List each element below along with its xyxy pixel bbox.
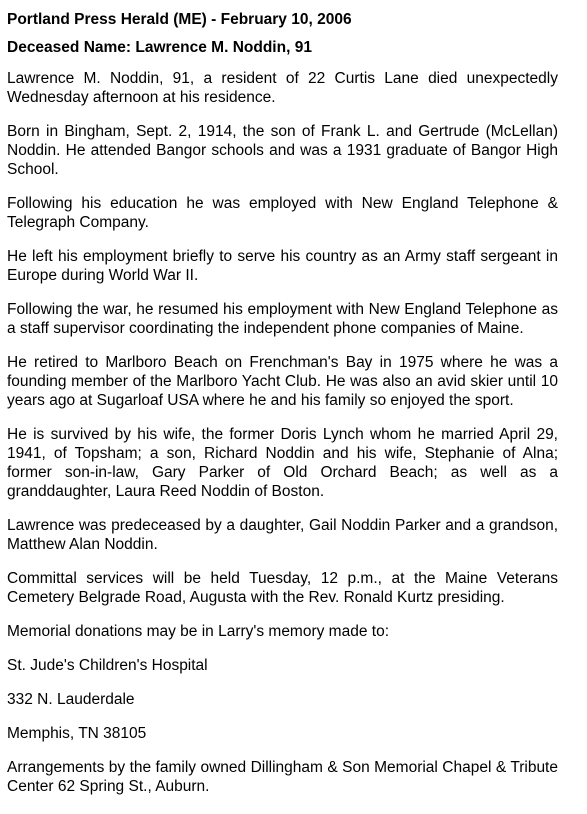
paragraph-residence: Lawrence M. Noddin, 91, a resident of 22 Curtis Lane died unexpectedly Wednesday afternoon at his residence. bbox=[7, 70, 558, 106]
paragraph-birth: Born in Bingham, Sept. 2, 1914, the son of Frank L. and Gertrude (McLellan) Noddin. He attended Bangor schools and was a 1931 graduate of Bangor High School. bbox=[7, 123, 558, 178]
obituary-document bbox=[7, 10, 558, 811]
paragraph-postwar: Following the war, he resumed his employment with New England Telephone as a staff supervisor coordinating the independent phone companies of Maine. bbox=[7, 301, 558, 337]
paragraph-predeceased: Lawrence was predeceased by a daughter, Gail Noddin Parker and a grandson, Matthew Alan Noddin. bbox=[7, 517, 558, 553]
donation-street: 332 N. Lauderdale bbox=[7, 691, 135, 708]
donation-organization: St. Jude's Children's Hospital bbox=[7, 657, 208, 674]
donation-city: Memphis, TN 38105 bbox=[7, 725, 147, 742]
paragraph-military: He left his employment briefly to serve his country as an Army staff sergeant in Europe during World War II. bbox=[7, 248, 558, 284]
source-line: Portland Press Herald (ME) - February 10, 2006 bbox=[7, 11, 352, 28]
paragraph-arrangements: Arrangements by the family owned Dillingham & Son Memorial Chapel & Tribute Center 62 Spring St., Auburn. bbox=[7, 759, 558, 795]
paragraph-donations: Memorial donations may be in Larry's memory made to: bbox=[7, 623, 389, 640]
paragraph-services: Committal services will be held Tuesday, 12 p.m., at the Maine Veterans Cemetery Belgrade Road, Augusta with the Rev. Ronald Kurtz presiding. bbox=[7, 570, 558, 606]
paragraph-retirement: He retired to Marlboro Beach on Frenchman's Bay in 1975 where he was a founding member of the Marlboro Yacht Club. He was also an avid skier until 10 years ago at Sugarloaf USA where he and his family so enjoyed the sport. bbox=[7, 354, 558, 409]
paragraph-survivors: He is survived by his wife, the former Doris Lynch whom he married April 29, 1941, of Topsham; a son, Richard Noddin and his wife, Stephanie of Alna; former son-in-law, Gary Parker of Old Orchard Beach; as well as a granddaughter, Laura Reed Noddin of Boston. bbox=[7, 426, 558, 500]
deceased-name-line: Deceased Name: Lawrence M. Noddin, 91 bbox=[7, 39, 312, 56]
paragraph-employment: Following his education he was employed with New England Telephone & Telegraph Company. bbox=[7, 195, 558, 231]
